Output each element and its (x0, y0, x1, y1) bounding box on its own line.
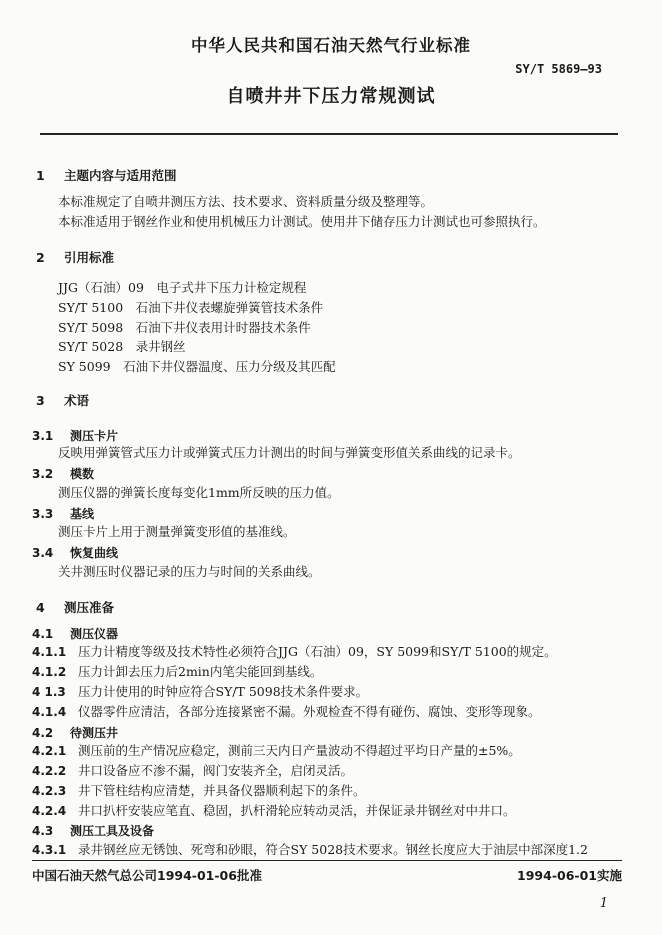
document-title: 自喷井井下压力常规测试 (226, 86, 436, 107)
effective-date: 1994-06-01实施 (517, 868, 622, 883)
section-number: 2 (36, 250, 45, 265)
term-definition: 测压仪器的弹簧长度每变化1mm所反映的压力值。 (58, 485, 340, 500)
approval-note: 中国石油天然气总公司1994-01-06批准 (32, 868, 262, 883)
clause-4-2-2: 4.2.2 井口设备应不渗不漏，阀门安装齐全，启闭灵活。 (32, 763, 354, 778)
section-1-heading (36, 166, 177, 184)
reference-item: SY/T 5100 石油下井仪表螺旋弹簧管技术条件 (58, 300, 324, 315)
term-definition: 关井测压时仪器记录的压力与时间的关系曲线。 (58, 564, 321, 579)
reference-item: SY/T 5098 石油下井仪表用计时器技术条件 (58, 320, 311, 335)
clause-4-2-3: 4.2.3 井下管柱结构应清楚，并具备仪器顺利起下的条件。 (32, 783, 366, 798)
clause-4-1-4: 4.1.4 仪器零件应清洁，各部分连接紧密不漏。外观检查不得有碰伤、腐蚀、变形等现象。 (32, 704, 541, 719)
clause-4-1-2: 4.1.2 压力计卸去压力后2min内笔尖能回到基线。 (32, 664, 323, 679)
clause-4-2-1: 4.2.1 测压前的生产情况应稳定，测前三天内日产量波动不得超过平均日产量的±5%。 (32, 743, 521, 758)
term-3-3-heading: 3.3 基线 (32, 507, 95, 521)
section-title: 引用标准 (64, 250, 115, 265)
footer-rule (32, 860, 622, 861)
section-2-heading (36, 248, 114, 266)
section-number: 4 (36, 600, 45, 615)
standard-code: SY/T 5869—93 (515, 62, 602, 76)
subsection-4-3-heading: 4.3 测压工具及设备 (32, 824, 155, 838)
term-3-1-heading: 3.1 测压卡片 (32, 429, 119, 443)
section-title: 术语 (64, 393, 90, 408)
term-3-2-heading: 3.2 模数 (32, 467, 95, 481)
reference-item: JJG（石油）09 电子式井下压力计检定规程 (58, 280, 307, 295)
reference-item: SY/T 5028 录井钢丝 (58, 339, 186, 354)
clause-4-1-3: 4 1.3 压力计使用的时钟应符合SY/T 5098技术条件要求。 (32, 684, 369, 699)
reference-item: SY 5099 石油下井仪器温度、压力分级及其匹配 (58, 359, 336, 374)
clause-4-1-1: 4.1.1 压力计精度等级及技术特性必须符合JJG（石油）09，SY 5099和SY/T 5100的规定。 (32, 644, 557, 659)
section-4-heading (36, 598, 114, 616)
term-definition: 测压卡片上用于测量弹簧变形值的基准线。 (58, 524, 296, 539)
clause-4-2-4: 4.2.4 井口扒杆安装应笔直、稳固，扒杆滑轮应转动灵活，并保证录井钢丝对中井口。 (32, 803, 516, 818)
page-number: 1 (599, 896, 608, 911)
subsection-4-2-heading: 4.2 待测压井 (32, 726, 119, 740)
term-3-4-heading: 3.4 恢复曲线 (32, 546, 119, 560)
section-3-heading (36, 391, 89, 409)
term-definition: 反映用弹簧管式压力计或弹簧式压力计测出的时间与弹簧变形值关系曲线的记录卡。 (58, 445, 521, 460)
paragraph: 本标准规定了自喷井测压方法、技术要求、资料质量分级及整理等。 (58, 194, 434, 209)
paragraph: 本标准适用于钢丝作业和使用机械压力计测试。使用井下储存压力计测试也可参照执行。 (58, 214, 546, 229)
section-title: 主题内容与适用范围 (64, 168, 177, 183)
section-number: 3 (36, 393, 45, 408)
section-number: 1 (36, 168, 45, 183)
clause-4-3-1: 4.3.1 录井钢丝应无锈蚀、死弯和砂眼，符合SY 5028技术要求。钢丝长度应大于油层中部深度1.2 (32, 842, 588, 857)
standard-category-title: 中华人民共和国石油天然气行业标准 (191, 36, 471, 55)
header-rule (40, 133, 618, 135)
subsection-4-1-heading: 4.1 测压仪器 (32, 627, 119, 641)
section-title: 测压准备 (64, 600, 115, 615)
